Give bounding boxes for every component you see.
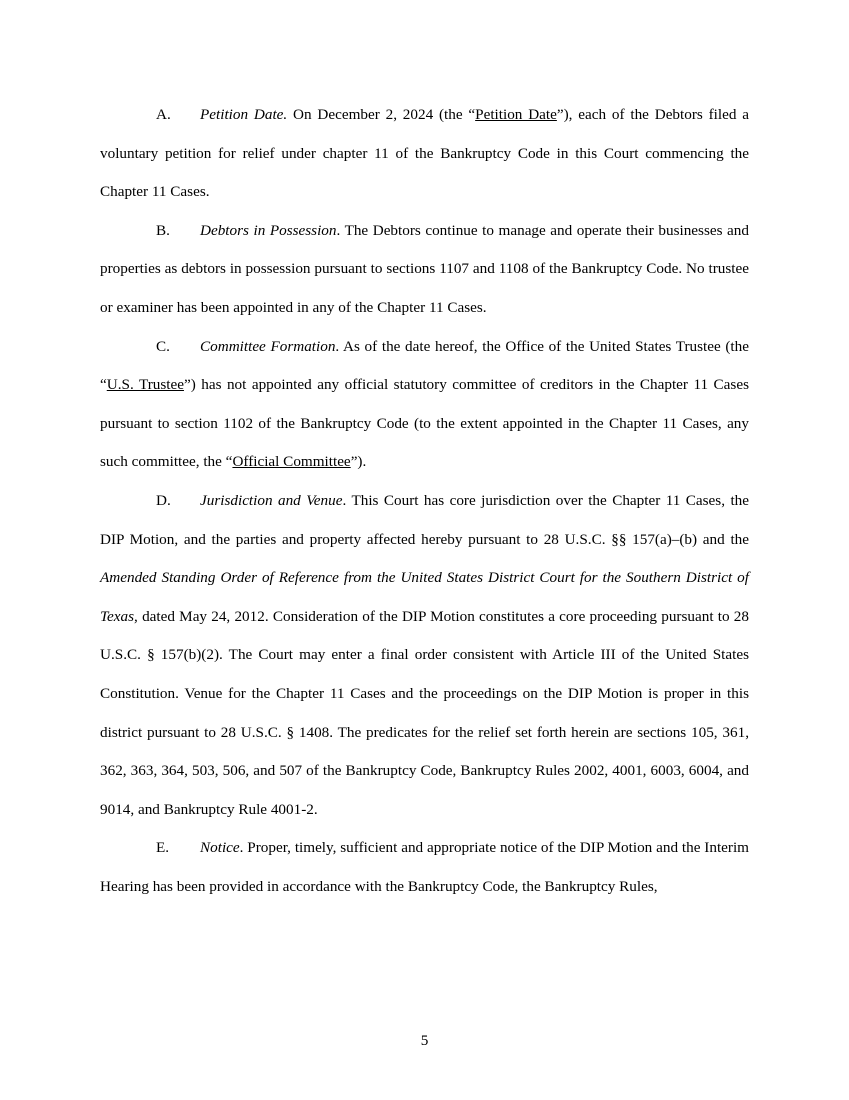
paragraph-text: . The Debtors continue to manage and operate their businesses and properties as debtors in possession pursuant to sections 1107 and 1108 of the Bankruptcy Code. No trustee or examiner has been appointed in any of the Chapter 11 Cases. bbox=[100, 221, 749, 316]
paragraph-letter: A. bbox=[156, 106, 171, 123]
paragraph-heading: Committee Formation bbox=[200, 337, 336, 355]
paragraph-text: ”). bbox=[350, 453, 367, 471]
paragraph-heading: Notice bbox=[200, 839, 240, 857]
paragraph-d-jurisdiction-and-venue bbox=[100, 482, 749, 829]
paragraph-text: . As of the date hereof, the Office of the United States Trustee (the “ bbox=[100, 337, 749, 394]
cited-order-title: Amended Standing Order of Reference from the United States District Court for the Southern District of Texas bbox=[100, 569, 749, 625]
defined-term-official-committee: Official Committee bbox=[232, 453, 351, 471]
paragraph-heading: Jurisdiction and Venue bbox=[200, 491, 343, 509]
paragraph-text: ”) has not appointed any official statutory committee of creditors in the Chapter 11 Cases pursuant to section 1102 of the Bankruptcy Code (to the extent appointed in the Chapter 11 Cases, any such committee, the “ bbox=[100, 376, 749, 471]
paragraph-letter: C. bbox=[156, 337, 170, 355]
defined-term-us-trustee: U.S. Trustee bbox=[106, 376, 184, 394]
paragraph-text: . This Court has core jurisdiction over the Chapter 11 Cases, the DIP Motion, and the parties and property affected hereby pursuant to 28 U.S.C. §§ 157(a)–(b) and the bbox=[100, 491, 749, 548]
paragraph-text: On December 2, 2024 (the “ bbox=[287, 106, 476, 123]
document-body bbox=[100, 96, 749, 906]
paragraph-c-committee-formation bbox=[100, 328, 749, 482]
paragraph-letter: E. bbox=[156, 839, 170, 857]
page-number: 5 bbox=[420, 1032, 429, 1049]
paragraph-text: , dated May 24, 2012. Consideration of the DIP Motion constitutes a core proceeding pursuant to 28 U.S.C. § 157(b)(2). The Court may enter a final order consistent with Article III of the United States Constitution. Venue for the Chapter 11 Cases and the proceedings on the DIP Motion is proper in this district pursuant to 28 U.S.C. § 1408. The predicates for the relief set forth herein are sections 105, 361, 362, 363, 364, 503, 506, and 507 of the Bankruptcy Code, Bankruptcy Rules 2002, 4001, 6003, 6004, and 9014, and Bankruptcy Rule 4001-2. bbox=[100, 607, 749, 818]
paragraph-text: ”), each of the Debtors filed a voluntary petition for relief under chapter 11 of the Bankruptcy Code in this Court commencing the Chapter 11 Cases. bbox=[100, 106, 749, 201]
paragraph-b-debtors-in-possession bbox=[100, 212, 749, 328]
paragraph-e-notice bbox=[100, 829, 749, 906]
paragraph-heading: Petition Date. bbox=[200, 106, 288, 123]
defined-term-petition-date: Petition Date bbox=[475, 106, 557, 123]
paragraph-text: . Proper, timely, sufficient and appropriate notice of the DIP Motion and the Interim Hearing has been provided in accordance with the Bankruptcy Code, the Bankruptcy Rules, bbox=[100, 839, 749, 895]
paragraph-letter: B. bbox=[156, 221, 170, 239]
paragraph-letter: D. bbox=[156, 491, 171, 509]
paragraph-a-petition-date bbox=[100, 96, 749, 212]
paragraph-heading: Debtors in Possession bbox=[200, 221, 337, 239]
